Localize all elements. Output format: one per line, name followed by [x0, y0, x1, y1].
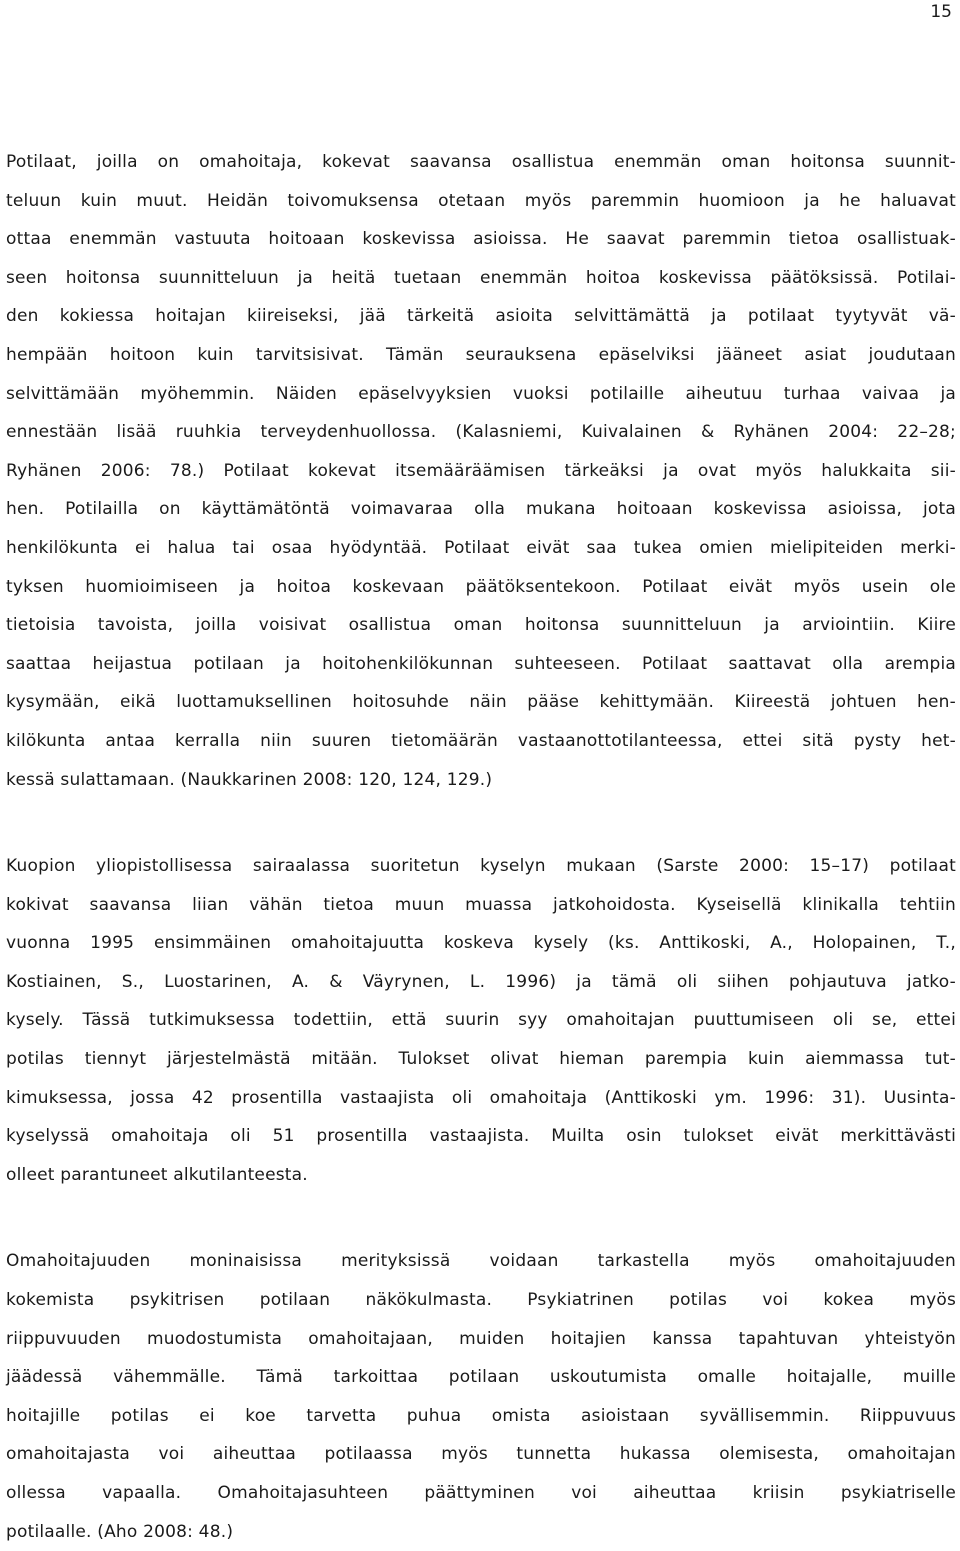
paragraph [6, 143, 956, 799]
text-line: hen. Potilailla on käyttämätöntä voimavaraa olla mukana hoitoaan koskevissa asioissa, jota [6, 499, 956, 520]
text-line: kessä sulattamaan. (Naukkarinen 2008: 120, 124, 129.) [6, 769, 493, 790]
text-line: Kostiainen, S., Luostarinen, A. & Väyrynen, L. 1996) ja tämä oli siihen pohjautuva jatko- [6, 971, 956, 992]
text-line: tietoisia tavoista, joilla voisivat osallistua oman hoitonsa suunnitteluun ja arviointiin. Kiire [6, 615, 956, 636]
text-line: Ryhänen 2006: 78.) Potilaat kokevat itsemääräämisen tärkeäksi ja ovat myös halukkaita sii- [6, 460, 956, 481]
text-line: tyksen huomioimiseen ja hoitoa koskevaan päätöksentekoon. Potilaat eivät myös usein ole [6, 576, 956, 597]
text-line: selvittämään myöhemmin. Näiden epäselvyyksien vuoksi potilaille aiheutuu turhaa vaivaa ja [6, 383, 956, 404]
text-line: kokivat saavansa liian vähän tietoa muun muassa jatkohoidosta. Kyseisellä klinikalla tehtiin [6, 894, 956, 915]
text-line: kyselyssä omahoitaja oli 51 prosentilla vastaajista. Muilta osin tulokset eivät merkittävästi [6, 1126, 956, 1147]
text-line: kilökunta antaa kerralla niin suuren tietomäärän vastaanottotilanteessa, ettei sitä pysty het- [6, 730, 956, 751]
text-line: henkilökunta ei halua tai osaa hyödyntää. Potilaat eivät saa tukea omien mielipiteiden merki- [6, 537, 956, 558]
paragraph-spacer [6, 1194, 956, 1242]
text-line: ollessa vapaalla. Omahoitajasuhteen päättyminen voi aiheuttaa kriisin psykiatriselle [6, 1483, 956, 1503]
paragraph [6, 1242, 956, 1551]
text-line: potilaalle. (Aho 2008: 48.) [6, 1521, 234, 1542]
text-line: vuonna 1995 ensimmäinen omahoitajuutta koskeva kysely (ks. Anttikoski, A., Holopainen, T., [6, 933, 956, 954]
text-line: ennestään lisää ruuhkia terveydenhuollossa. (Kalasniemi, Kuivalainen & Ryhänen 2004: 22–28; [6, 422, 956, 443]
paragraph [6, 847, 956, 1194]
text-line: teluun kuin muut. Heidän toivomuksensa otetaan myös paremmin huomioon ja he haluavat [6, 190, 956, 211]
document-body [6, 143, 956, 1551]
text-line: kokemista psykitrisen potilaan näkökulmasta. Psykiatrinen potilas voi kokea myös [6, 1290, 956, 1311]
text-line: ottaa enemmän vastuuta hoitoaan koskevissa asioissa. He saavat paremmin tietoa osallistuak- [6, 229, 956, 250]
text-line: Kuopion yliopistollisessa sairaalassa suoritetun kyselyn mukaan (Sarste 2000: 15–17) potilaat [6, 856, 956, 877]
text-line: Potilaat, joilla on omahoitaja, kokevat saavansa osallistua enemmän oman hoitonsa suunnit- [6, 152, 956, 172]
text-line: potilas tiennyt järjestelmästä mitään. Tulokset olivat hieman parempia kuin aiemmassa tut- [6, 1049, 956, 1070]
text-line: hoitajille potilas ei koe tarvetta puhua omista asioistaan syvällisemmin. Riippuvuus [6, 1405, 956, 1426]
text-line: kysely. Tässä tutkimuksessa todettiin, että suurin syy omahoitajan puuttumiseen oli se, ettei [6, 1010, 956, 1031]
text-line: omahoitajasta voi aiheuttaa potilaassa myös tunnetta hukassa olemisesta, omahoitajan [6, 1444, 956, 1465]
text-line: den kokiessa hoitajan kiireiseksi, jää tärkeitä asioita selvittämättä ja potilaat tyytyvät vä- [6, 306, 956, 327]
paragraph-spacer [6, 799, 956, 847]
text-line: seen hoitonsa suunnitteluun ja heitä tuetaan enemmän hoitoa koskevissa päätöksissä. Potilai- [6, 267, 956, 288]
text-line: olleet parantuneet alkutilanteesta. [6, 1164, 308, 1185]
text-line: hempään hoitoon kuin tarvitsisivat. Tämän seurauksena epäselviksi jääneet asiat joudutaan [6, 344, 956, 365]
text-line: jäädessä vähemmälle. Tämä tarkoittaa potilaan uskoutumista omalle hoitajalle, muille [6, 1367, 956, 1388]
text-line: Omahoitajuuden moninaisissa merityksissä voidaan tarkastella myös omahoitajuuden [6, 1251, 956, 1272]
page-number: 15 [930, 2, 952, 22]
text-line: kimuksessa, jossa 42 prosentilla vastaajista oli omahoitaja (Anttikoski ym. 1996: 31). Uusinta- [6, 1087, 956, 1108]
text-line: saattaa heijastua potilaan ja hoitohenkilökunnan suhteeseen. Potilaat saattavat olla arempia [6, 653, 956, 674]
text-line: kysymään, eikä luottamuksellinen hoitosuhde näin pääse kehittymään. Kiireestä johtuen hen- [6, 692, 956, 713]
text-line: riippuvuuden muodostumista omahoitajaan, muiden hoitajien kanssa tapahtuvan yhteistyön [6, 1328, 956, 1349]
